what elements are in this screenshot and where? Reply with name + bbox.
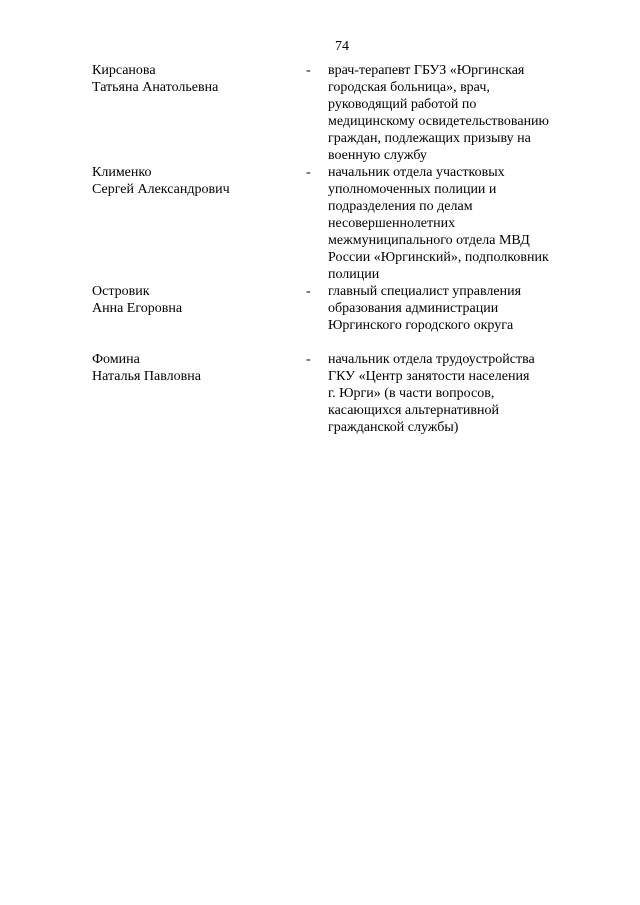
member-surname: Фомина [92,352,140,367]
member-surname: Островик [92,284,150,299]
position-line: главный специалист управления [328,284,522,299]
member-entry-ostrovik [92,283,592,334]
position-line: полиции [328,267,380,282]
position-line: подразделения по делам [328,199,473,214]
entry-spacer [92,334,592,351]
position-line: медицинскому освидетельствованию [328,114,550,129]
position-line: России «Юргинский», подполковник [328,250,549,265]
separator-dash: - [306,284,311,299]
commission-members-list [92,62,592,436]
position-line: граждан, подлежащих призыву на [328,131,531,146]
position-line: городская больница», врач, [328,80,490,95]
position-line: Юргинского городского округа [328,318,514,333]
member-entry-klimenko [92,164,592,283]
position-line: начальник отдела участковых [328,165,505,180]
position-line: г. Юрги» (в части вопросов, [328,386,495,401]
member-name [92,283,306,317]
member-position [328,62,592,164]
member-position [328,283,592,334]
separator-dash: - [306,63,311,78]
separator-dash: - [306,352,311,367]
member-surname: Клименко [92,165,152,180]
member-given-names: Татьяна Анатольевна [92,80,219,95]
member-surname: Кирсанова [92,63,156,78]
position-line: врач-терапевт ГБУЗ «Юргинская [328,63,525,78]
member-name [92,351,306,385]
position-line: несовершеннолетних [328,216,456,231]
position-line: военную службу [328,148,427,163]
position-line: уполномоченных полиции и [328,182,497,197]
member-name [92,62,306,96]
position-line: начальник отдела трудоустройства [328,352,535,367]
member-position [328,351,592,436]
position-line: гражданской службы) [328,420,459,435]
member-position [328,164,592,283]
position-line: руководящий работой по [328,97,477,112]
position-line: касающихся альтернативной [328,403,499,418]
member-entry-kirsanova [92,62,592,164]
separator-dash: - [306,165,311,180]
position-line: межмуниципального отдела МВД [328,233,530,248]
position-line: ГКУ «Центр занятости населения [328,369,530,384]
page-number: 74 [335,39,349,54]
member-given-names: Анна Егоровна [92,301,183,316]
member-given-names: Сергей Александрович [92,182,230,197]
member-name [92,164,306,198]
member-entry-fomina [92,351,592,436]
position-line: образования администрации [328,301,499,316]
member-given-names: Наталья Павловна [92,369,201,384]
